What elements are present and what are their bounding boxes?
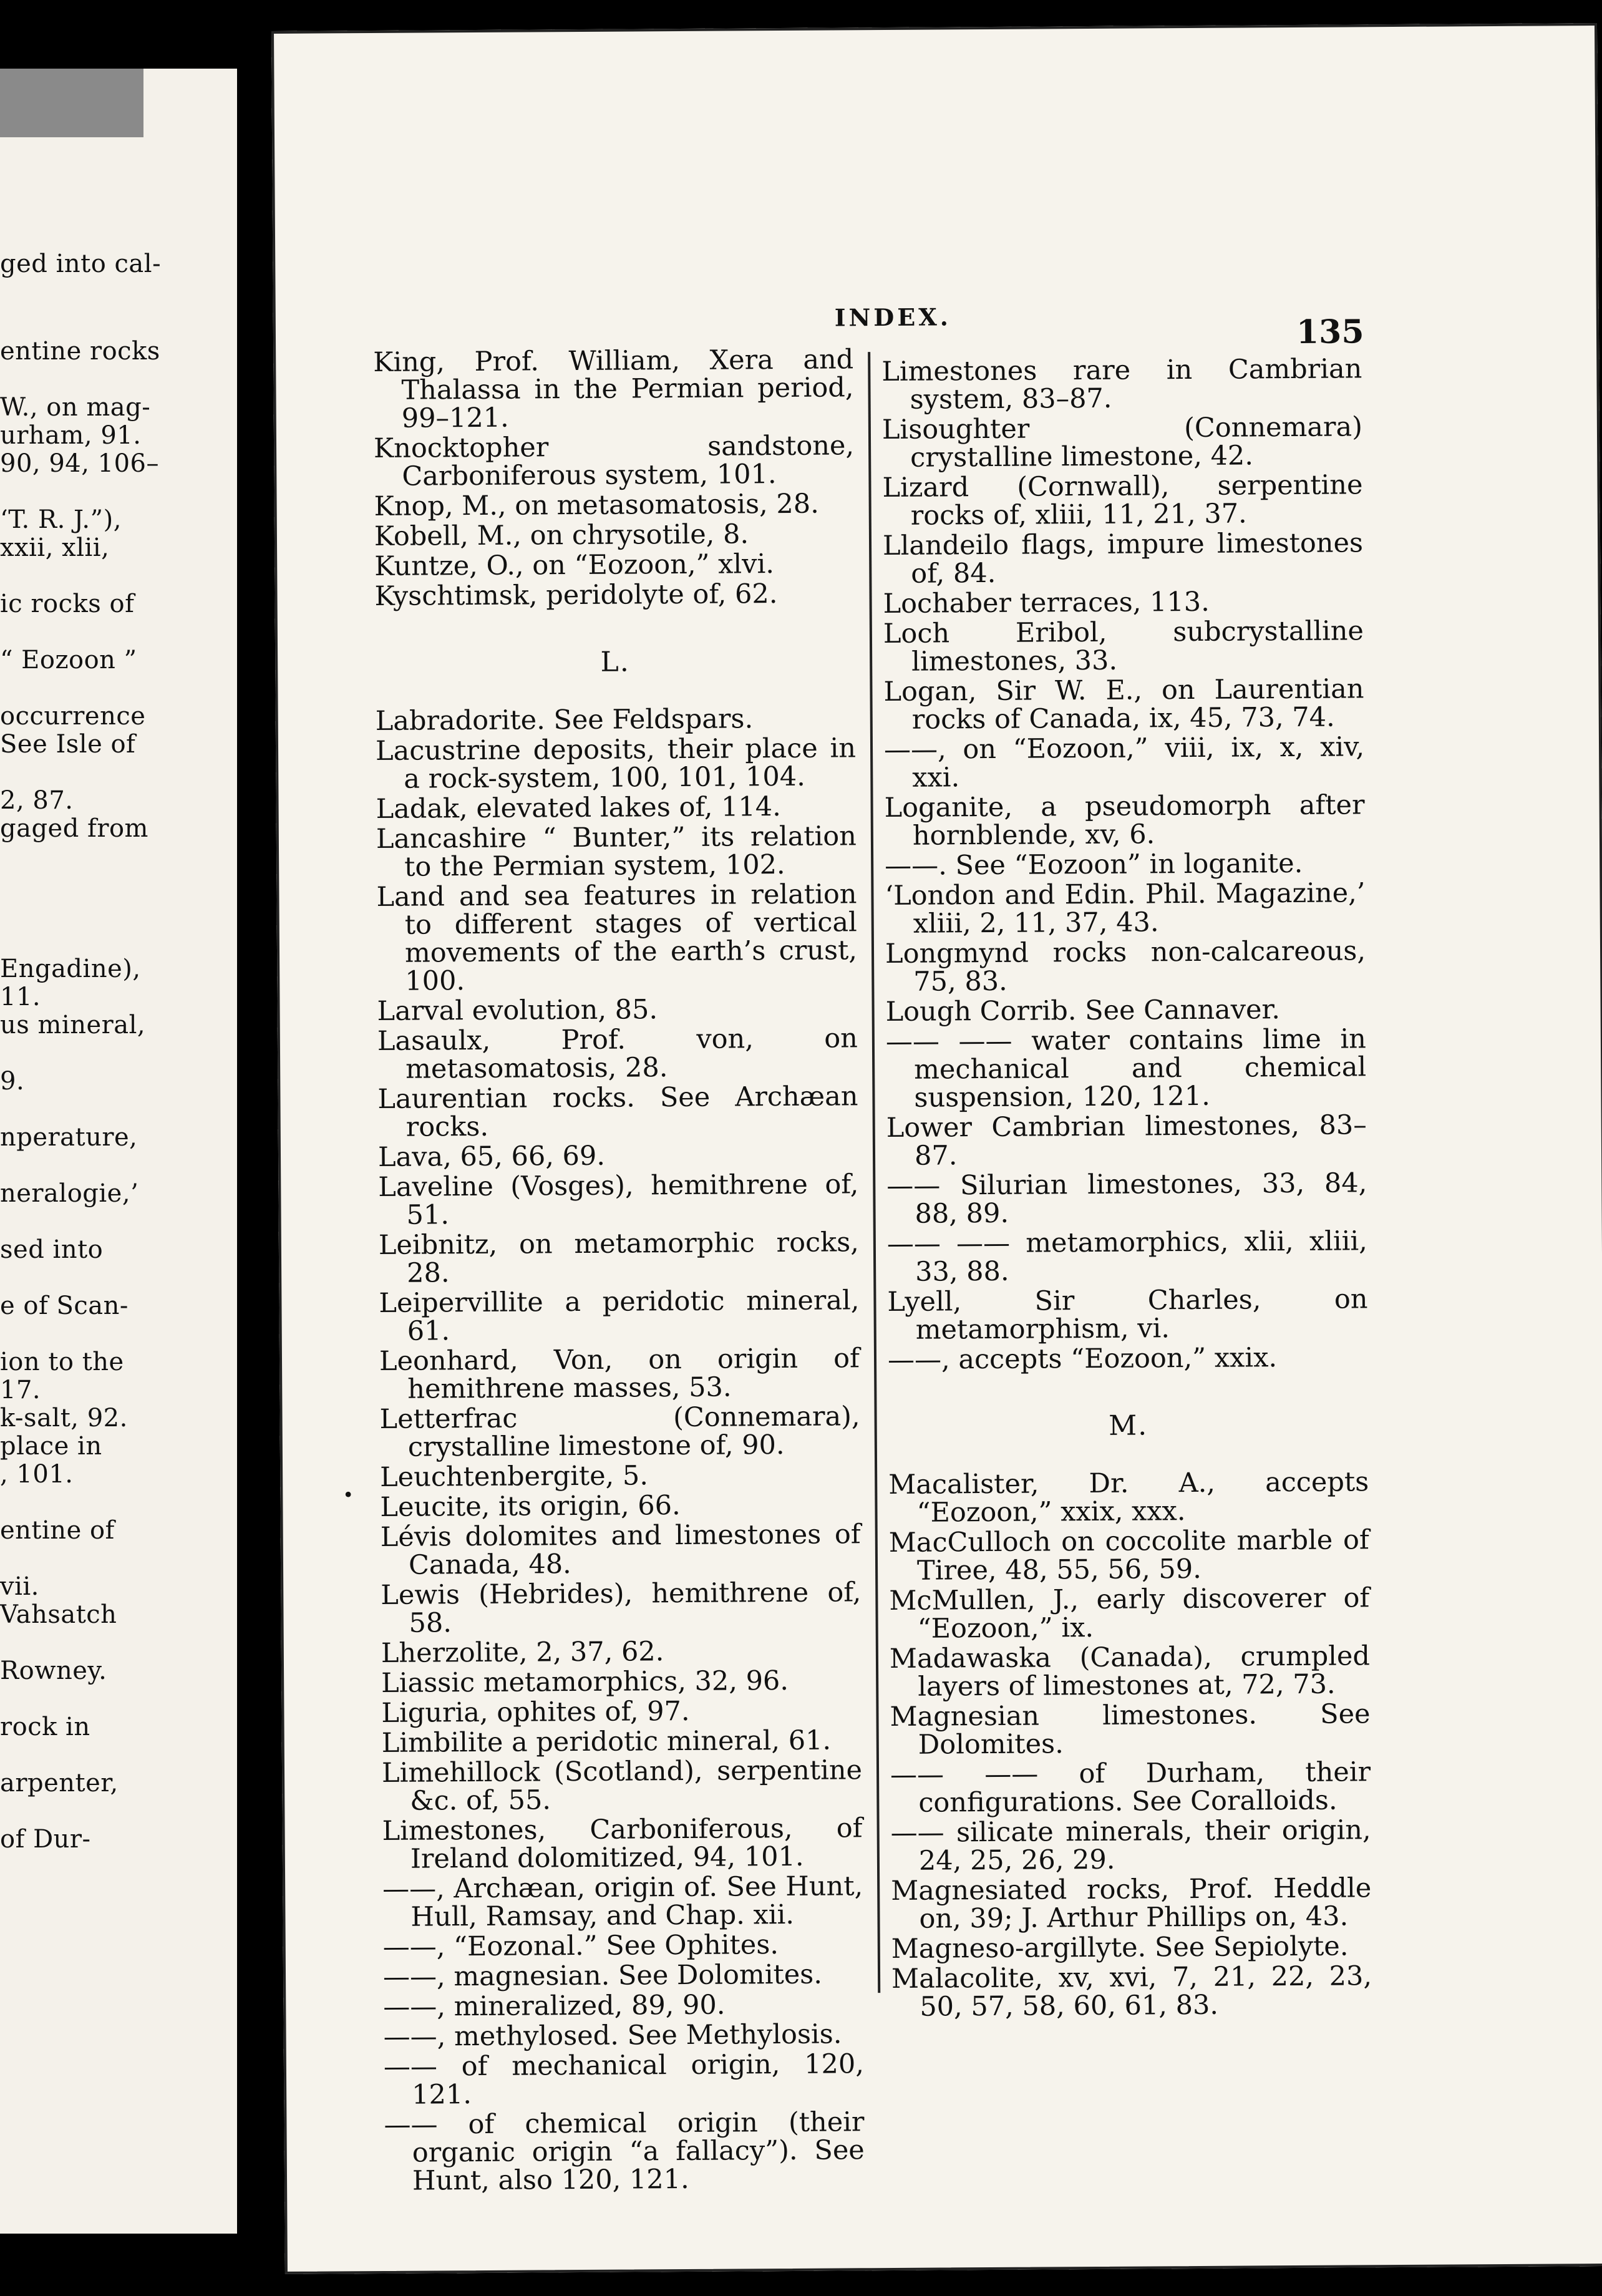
index-entry: Lewis (Hebrides), hemithrene of, 58. <box>381 1577 862 1639</box>
entries-l <box>376 704 865 2196</box>
previous-page-line: k-salt, 92. <box>0 1404 128 1433</box>
index-entry: Lacustrine deposits, their place in a rock-system, 100, 101, 104. <box>375 732 857 795</box>
index-entry: Knop, M., on metasomatosis, 28. <box>374 488 819 523</box>
previous-page-line: ‘T. R. J.”), <box>0 505 122 534</box>
previous-page-line: ged into cal- <box>0 250 162 278</box>
index-entry: Knocktopher sandstone, Carboniferous system, 101. <box>373 430 855 492</box>
index-entry: ——, mineralized, 89, 90. <box>383 1989 726 2023</box>
index-entry: Magnesiated rocks, Prof. Heddle on, 39; J. Arthur Phillips on, 43. <box>891 1872 1372 1935</box>
previous-page-line: urham, 91. <box>0 421 142 450</box>
index-entry: Lherzolite, 2, 37, 62. <box>381 1636 664 1669</box>
running-title: INDEX. <box>834 303 952 332</box>
book-gutter <box>237 0 274 2296</box>
index-entry: —— —— of Durham, their configurations. See Coralloids. <box>890 1756 1371 1819</box>
index-entry: Leipervillite a peridotic mineral, 61. <box>379 1285 860 1347</box>
index-entry: Kobell, M., on chrysotile, 8. <box>374 518 749 553</box>
index-entry: Lochaber terraces, 113. <box>883 586 1210 620</box>
index-entry: Loch Eribol, subcrystalline limestones, 33. <box>883 615 1364 678</box>
entries-l-continued <box>881 355 1368 1374</box>
margin-bullet-mark: • <box>342 1484 354 1507</box>
index-entry: Lizard (Cornwall), serpentine rocks of, xliii, 11, 21, 37. <box>882 469 1363 532</box>
previous-page-line: “ Eozoon ” <box>0 646 137 674</box>
index-entry: Lough Corrib. See Cannaver. <box>885 994 1281 1028</box>
index-entry: Lyell, Sir Charles, on metamorphism, vi. <box>887 1283 1368 1346</box>
previous-page-line: arpenter, <box>0 1769 119 1797</box>
index-entry: Llandeilo flags, impure limestones of, 84. <box>882 527 1364 590</box>
index-entry: ‘London and Edin. Phil. Magazine,’ xliii, 2, 11, 37, 43. <box>885 877 1366 940</box>
index-entry: ——, accepts “Eozoon,” xxix. <box>887 1342 1278 1376</box>
previous-page-line: us mineral, <box>0 1011 146 1039</box>
previous-page-line: of Dur- <box>0 1825 91 1854</box>
previous-page-line: , 101. <box>0 1460 74 1489</box>
index-entry: Larval evolution, 85. <box>377 994 658 1027</box>
previous-page-line: xxii, xlii, <box>0 533 110 562</box>
previous-page-line: occurrence <box>0 702 146 731</box>
index-entry: Labradorite. See Feldspars. <box>375 703 754 737</box>
previous-page-line: 17. <box>0 1376 41 1404</box>
previous-page-line: 9. <box>0 1067 25 1096</box>
index-entry: —— —— water contains lime in mechanical and chemical suspension, 120, 121. <box>885 1023 1367 1114</box>
index-entry: Magnesian limestones. See Dolomites. <box>890 1698 1371 1761</box>
previous-page-line: entine of <box>0 1516 115 1545</box>
index-entry: Macalister, Dr. A., accepts “Eozoon,” xxix, xxx. <box>888 1466 1369 1529</box>
index-entry: Magneso-argillyte. See Sepiolyte. <box>891 1930 1349 1965</box>
section-heading-m: M. <box>1108 1409 1148 1442</box>
previous-page-line: neralogie,’ <box>0 1179 139 1208</box>
index-entry: MacCulloch on coccolite marble of Tiree, 48, 55, 56, 59. <box>888 1524 1369 1587</box>
previous-page-line: ion to the <box>0 1348 124 1376</box>
previous-page-line: 2, 87. <box>0 786 74 815</box>
index-entry: Leibnitz, on metamorphic rocks, 28. <box>378 1227 860 1289</box>
index-entry: Leucite, its origin, 66. <box>380 1490 681 1523</box>
page-number: 135 <box>1296 313 1364 351</box>
section-heading-l: L. <box>600 646 630 678</box>
index-entry: Limestones rare in Cambrian system, 83–87. <box>881 353 1362 416</box>
index-entry: Leonhard, Von, on origin of hemithrene masses, 53. <box>379 1343 860 1405</box>
index-entry: ——, Archæan, origin of. See Hunt, Hull, Ramsay, and Chap. xii. <box>382 1870 863 1933</box>
index-entry: —— of chemical origin (their organic origin “a fallacy”). See Hunt, also 120, 121. <box>384 2106 865 2197</box>
previous-page-line: sed into <box>0 1235 104 1264</box>
index-entry: —— —— metamorphics, xlii, xliii, 33, 88. <box>886 1225 1368 1288</box>
index-entry: —— of mechanical origin, 120, 121. <box>383 2048 865 2111</box>
entries-k <box>373 346 855 611</box>
column-divider <box>868 352 880 1993</box>
index-entry: —— Silurian limestones, 33, 84, 88, 89. <box>886 1167 1367 1230</box>
previous-page-text <box>0 69 237 2234</box>
index-entry: ——, magnesian. See Dolomites. <box>382 1958 823 1993</box>
index-entry: Limehillock (Scotland), serpentine &c. of, 55. <box>381 1754 863 1817</box>
previous-page-line: rock in <box>0 1713 90 1741</box>
index-entry: Madawaska (Canada), crumpled layers of limestones at, 72, 73. <box>889 1640 1371 1703</box>
index-entry: McMullen, J., early discoverer of “Eozoon,” ix. <box>889 1582 1370 1645</box>
previous-page-line: 90, 94, 106– <box>0 449 160 478</box>
previous-page-line: vii. <box>0 1572 39 1601</box>
index-entry: Laveline (Vosges), hemithrene of, 51. <box>378 1169 859 1231</box>
index-entry: King, Prof. William, Xera and Thalassa in the Permian period, 99–121. <box>373 344 854 434</box>
index-entry: Laurentian rocks. See Archæan rocks. <box>377 1081 858 1143</box>
index-entry: Kyschtimsk, peridolyte of, 62. <box>374 578 778 613</box>
previous-page-line: e of Scan- <box>0 1292 129 1320</box>
index-entry: Lasaulx, Prof. von, on metasomatosis, 28. <box>377 1023 858 1085</box>
index-entry: Letterfrac (Connemara), crystalline limestone of, 90. <box>379 1401 860 1463</box>
previous-page-line: nperature, <box>0 1123 138 1152</box>
index-entry: ——, “Eozonal.” See Ophites. <box>382 1929 779 1963</box>
previous-page-line: See Isle of <box>0 730 136 759</box>
index-entry: Liguria, ophites of, 97. <box>381 1695 690 1729</box>
entries-m <box>888 1468 1372 2021</box>
index-column-right <box>881 355 1372 2023</box>
previous-page-fragment <box>0 69 237 2234</box>
previous-page-line: W., on mag- <box>0 393 151 422</box>
index-entry: ——, on “Eozoon,” viii, ix, x, xiv, xxi. <box>883 731 1365 794</box>
index-entry: Liassic metamorphics, 32, 96. <box>381 1665 789 1699</box>
index-entry: Lava, 65, 66, 69. <box>377 1140 606 1173</box>
index-entry: Leuchtenbergite, 5. <box>380 1460 649 1493</box>
index-entry: Lancashire “ Bunter,” its relation to the Permian system, 102. <box>376 820 857 883</box>
index-entry: ——. See “Eozoon” in loganite. <box>885 847 1303 882</box>
previous-page-line: 11. <box>0 983 41 1011</box>
index-entry: Limestones, Carboniferous, of Ireland dolomitized, 94, 101. <box>382 1812 863 1875</box>
index-entry: Lévis dolomites and limestones of Canada, 48. <box>380 1519 861 1581</box>
page-header <box>273 268 1598 351</box>
index-entry: Logan, Sir W. E., on Laurentian rocks of Canada, ix, 45, 73, 74. <box>883 673 1364 736</box>
previous-page-line: Rowney. <box>0 1656 107 1685</box>
index-page <box>271 23 1602 2274</box>
index-entry: Malacolite, xv, xvi, 7, 21, 22, 23, 50, 57, 58, 60, 61, 83. <box>891 1960 1372 2023</box>
previous-page-line: ic rocks of <box>0 590 135 618</box>
index-entry: Longmynd rocks non-calcareous, 75, 83. <box>885 935 1366 998</box>
previous-page-line: gaged from <box>0 814 148 843</box>
index-entry: Lower Cambrian limestones, 83–87. <box>886 1109 1367 1172</box>
index-entry: —— silicate minerals, their origin, 24, 25, 26, 29. <box>890 1814 1371 1877</box>
index-entry: Loganite, a pseudomorph after hornblende, xv, 6. <box>884 789 1365 852</box>
index-entry: Ladak, elevated lakes of, 114. <box>376 791 781 825</box>
previous-page-line: Engadine), <box>0 955 141 983</box>
index-entry: Land and sea features in relation to different stages of vertical movements of the earth’s crust, 100. <box>376 878 858 997</box>
index-entry: Lisoughter (Connemara) crystalline limestone, 42. <box>881 411 1363 474</box>
previous-page-line: Vahsatch <box>0 1600 117 1629</box>
previous-page-line: entine rocks <box>0 337 160 366</box>
index-entry: Kuntze, O., on “Eozoon,” xlvi. <box>374 548 775 583</box>
index-column-left <box>373 346 865 2197</box>
index-entry: Limbilite a peridotic mineral, 61. <box>381 1724 832 1759</box>
previous-page-line: place in <box>0 1432 102 1461</box>
index-entry: ——, methylosed. See Methylosis. <box>383 2018 842 2053</box>
